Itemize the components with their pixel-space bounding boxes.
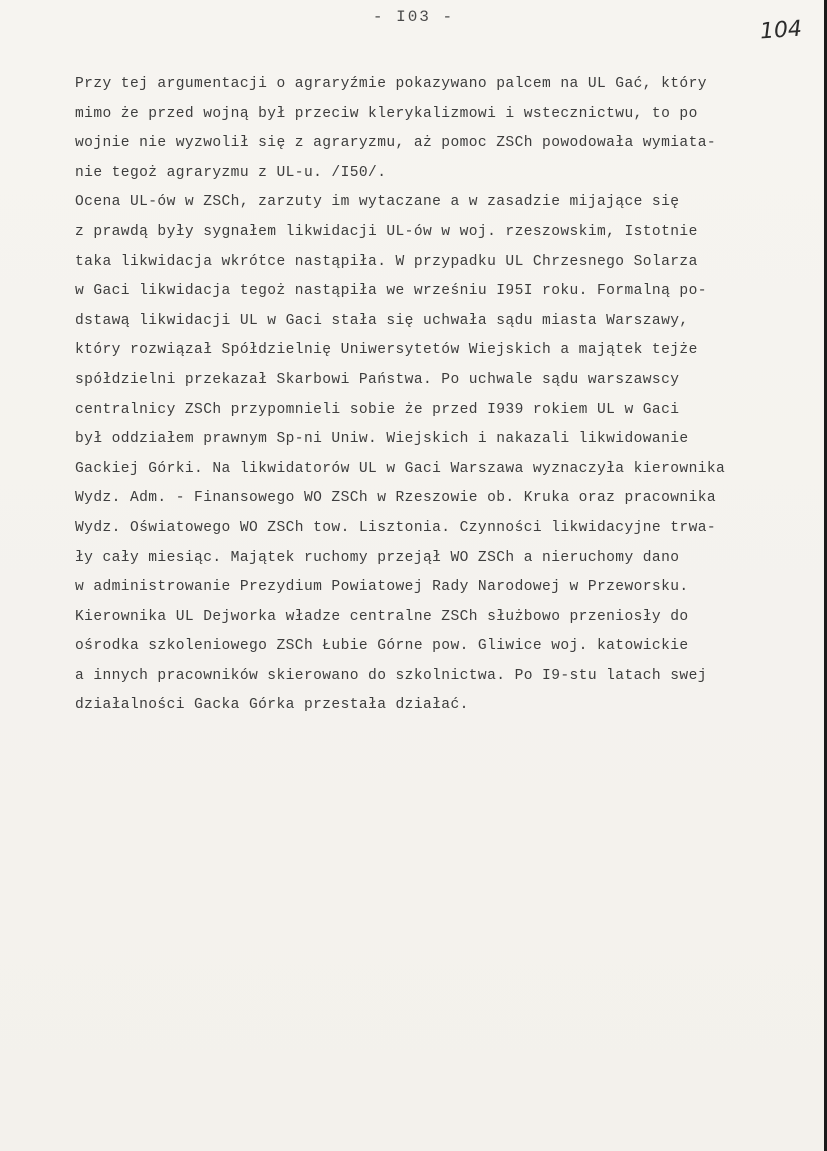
text-line: spółdzielni przekazał Skarbowi Państwa. Po uchwale sądu warszawscy bbox=[75, 371, 680, 388]
text-line: który rozwiązał Spółdzielnię Uniwersytetów Wiejskich a majątek tejże bbox=[75, 342, 698, 359]
text-line: nie tegoż agraryzmu z UL-u. /I50/. bbox=[75, 164, 387, 181]
handwritten-archive-number: 104 bbox=[759, 16, 803, 45]
text-line: wojnie nie wyzwolił się z agraryzmu, aż pomoc ZSCh powodowała wymiata- bbox=[75, 135, 717, 152]
page-number: - I03 - bbox=[372, 8, 455, 26]
text-line: ośrodka szkoleniowego ZSCh Łubie Górne pow. Gliwice woj. katowickie bbox=[75, 638, 689, 655]
text-line: Kierownika UL Dejworka władze centralne ZSCh służbowo przeniosły do bbox=[75, 608, 689, 625]
text-line: taka likwidacja wkrótce nastąpiła. W przypadku UL Chrzesnego Solarza bbox=[75, 253, 698, 270]
text-line: Przy tej argumentacji o agraryźmie pokazywano palcem na UL Gać, który bbox=[75, 76, 707, 92]
text-line: Wydz. Oświatowego WO ZSCh tow. Lisztonia. Czynności likwidacyjne trwa- bbox=[75, 519, 717, 536]
text-line: był oddziałem prawnym Sp-ni Uniw. Wiejskich i nakazali likwidowanie bbox=[75, 431, 689, 448]
text-line: ły cały miesiąc. Majątek ruchomy przejął WO ZSCh a nieruchomy dano bbox=[75, 549, 680, 566]
text-line: w Gaci likwidacja tegoż nastąpiła we wrześniu I95I roku. Formalną po- bbox=[75, 283, 707, 300]
text-line: z prawdą były sygnałem likwidacji UL-ów w woj. rzeszowskim, Istotnie bbox=[75, 223, 698, 240]
text-line: a innych pracowników skierowano do szkolnictwa. Po I9-stu latach swej bbox=[75, 667, 707, 684]
text-line: Wydz. Adm. - Finansowego WO ZSCh w Rzeszowie ob. Kruka oraz pracownika bbox=[75, 490, 717, 507]
text-line: Gackiej Górki. Na likwidatorów UL w Gaci Warszawa wyznaczyła kierownika bbox=[75, 460, 726, 477]
text-line: działalności Gacka Górka przestała działać. bbox=[75, 697, 469, 714]
text-line: dstawą likwidacji UL w Gaci stała się uchwała sądu miasta Warszawy, bbox=[75, 312, 689, 329]
text-line: w administrowanie Prezydium Powiatowej Rady Narodowej w Przeworsku. bbox=[75, 579, 689, 596]
text-line: mimo że przed wojną był przeciw klerykalizmowi i wstecznictwu, to po bbox=[75, 105, 698, 122]
typewritten-body bbox=[75, 70, 815, 721]
text-line: Ocena UL-ów w ZSCh, zarzuty im wytaczane a w zasadzie mijające się bbox=[75, 194, 680, 211]
text-line: centralnicy ZSCh przypomnieli sobie że przed I939 rokiem UL w Gaci bbox=[75, 401, 680, 418]
